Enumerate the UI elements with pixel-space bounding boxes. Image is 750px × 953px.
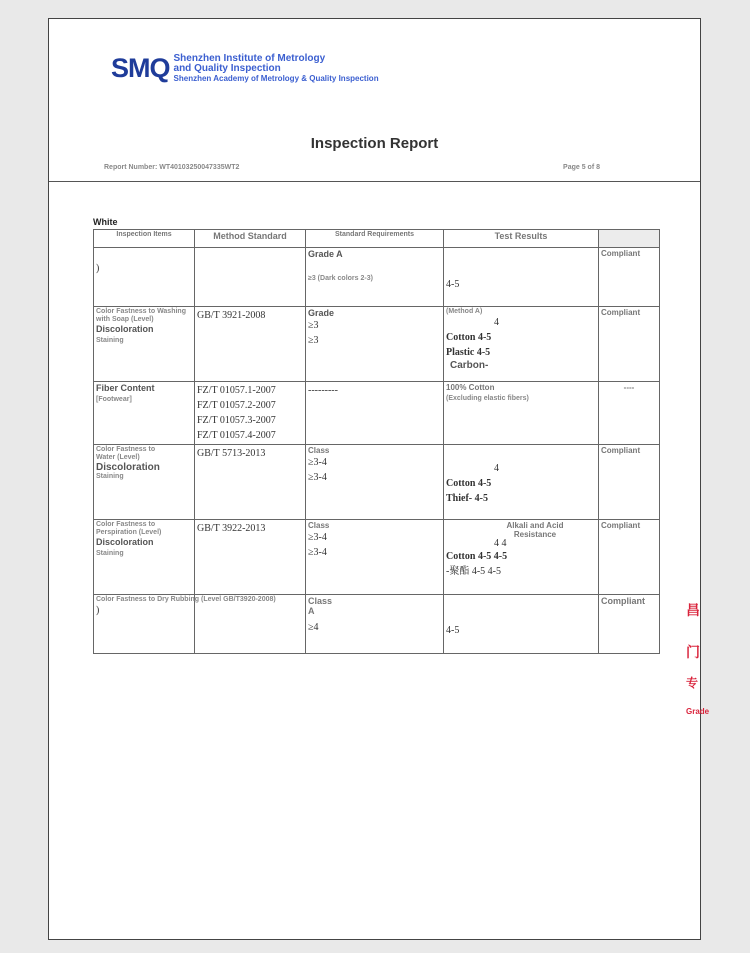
header-standard-requirements: Standard Requirements (306, 230, 444, 248)
requirement-text: Class (308, 596, 333, 606)
result-text: (Excluding elastic fibers) (446, 395, 529, 402)
item-text: Discoloration (96, 537, 154, 547)
requirement-text: Grade A (308, 249, 343, 259)
item-text: Fiber Content (96, 383, 155, 393)
requirement-text: --------- (308, 385, 338, 396)
item-text: Staining (96, 337, 124, 344)
red-seal-stamp (686, 598, 702, 720)
requirement-text: A (308, 606, 315, 616)
table-row (94, 382, 660, 445)
report-number: Report Number: WT40103250047335WT2 (104, 164, 240, 171)
stamp-char: 专 (686, 676, 699, 690)
item-text: Color Fastness to Washing with Soap (Level) (96, 308, 186, 323)
header-inspection-items: Inspection Items (94, 230, 195, 248)
item-text: Color Fastness to Water (Level) (96, 446, 156, 461)
conclusion-text: Compliant (601, 308, 641, 317)
item-text: Color Fastness to Dry Rubbing (Level GB/T3920-2008) (96, 596, 276, 603)
table-row (94, 445, 660, 520)
page-number: Page 5 of 8 (563, 164, 600, 171)
requirement-text: ≥3-4 (308, 457, 327, 468)
method-text: FZ/T 01057.4-2007 (197, 430, 276, 441)
item-text: Color Fastness to Perspiration (Level) (96, 521, 162, 536)
report-page (48, 18, 701, 940)
method-text: GB/T 3921-2008 (197, 310, 266, 321)
header-divider (49, 181, 700, 182)
item-text: Staining (96, 550, 124, 557)
color-label: White (93, 217, 118, 227)
result-text: Alkali and Acid Resistance (506, 521, 564, 539)
requirement-text: ≥4 (308, 622, 319, 633)
requirement-text: ≥3-4 (308, 532, 327, 543)
logo-line-2: and Quality Inspection (173, 62, 281, 74)
header-test-results: Test Results (444, 230, 599, 248)
result-text: Carbon- (450, 360, 489, 371)
result-text: 4-5 (446, 279, 460, 290)
table-row (94, 248, 660, 307)
conclusion-text: ---- (623, 383, 635, 392)
result-text: 100% Cotton (446, 383, 495, 392)
item-text: Discoloration (96, 462, 160, 473)
method-text: FZ/T 01057.3-2007 (197, 415, 276, 426)
table-header-row (94, 230, 660, 248)
logo-line-3: Shenzhen Academy of Metrology & Quality Inspection (173, 73, 379, 83)
result-text: Plastic 4-5 (446, 347, 491, 358)
item-text: ) (96, 605, 100, 616)
table-row (94, 520, 660, 595)
result-text: Cotton 4-5 (446, 478, 492, 489)
result-text: (Method A) (446, 308, 483, 315)
requirement-text: ≥3-4 (308, 472, 327, 483)
result-text: -聚酯 4-5 4-5 (446, 566, 501, 577)
stamp-char: 门 (686, 644, 700, 660)
requirement-text: ≥3 (308, 320, 319, 331)
inspection-table (93, 229, 660, 654)
report-title: Inspection Report (310, 135, 439, 152)
item-text: Discoloration (96, 324, 154, 334)
smq-logo (111, 53, 379, 84)
result-text: 4 4 (494, 538, 507, 549)
requirement-text: ≥3-4 (308, 547, 327, 558)
result-text: 4 (494, 463, 499, 474)
method-text: GB/T 5713-2013 (197, 448, 266, 459)
stamp-grade-text: Grade (686, 707, 710, 716)
conclusion-text: Compliant (601, 596, 645, 606)
header-method-standard: Method Standard (195, 230, 306, 248)
table-row (94, 595, 660, 654)
result-text: Thief- 4-5 (446, 493, 488, 504)
logo-line-1: Shenzhen Institute of Metrology (173, 52, 326, 64)
stamp-char: 昌 (686, 602, 700, 618)
conclusion-text: Compliant (601, 446, 641, 455)
requirement-text: Class (308, 521, 330, 530)
conclusion-text: Compliant (601, 249, 641, 258)
result-text: 4-5 (446, 625, 460, 636)
item-text: [Footwear] (96, 396, 132, 403)
requirement-text: ≥3 (308, 335, 319, 346)
result-text: 4 (494, 317, 499, 328)
item-text: Staining (96, 473, 124, 480)
table-row (94, 307, 660, 382)
conclusion-text: Compliant (601, 521, 641, 530)
requirement-text: Grade (308, 308, 335, 318)
result-text: Cotton 4-5 (446, 332, 492, 343)
method-text: FZ/T 01057.2-2007 (197, 400, 276, 411)
item-text: ) (96, 263, 100, 274)
result-text: Cotton 4-5 4-5 (446, 551, 508, 562)
method-text: FZ/T 01057.1-2007 (197, 385, 276, 396)
method-text: GB/T 3922-2013 (197, 523, 266, 534)
requirement-text: Class (308, 446, 330, 455)
logo-mark: SMQ (111, 53, 170, 83)
requirement-text: ≥3 (Dark colors 2-3) (308, 275, 373, 282)
header-conclusion (599, 230, 660, 248)
